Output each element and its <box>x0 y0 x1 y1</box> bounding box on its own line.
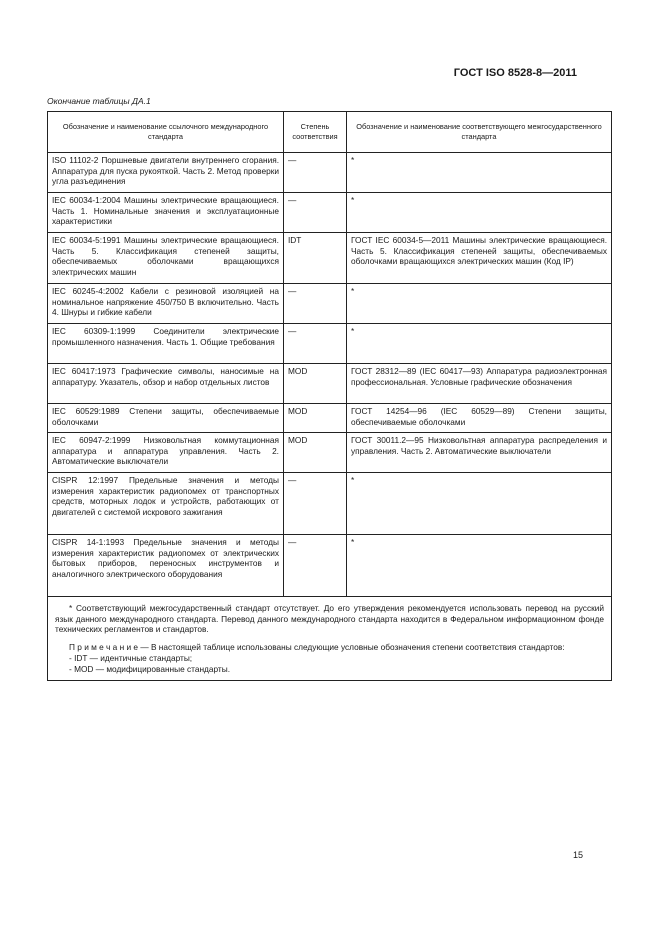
degree-cell: — <box>284 473 347 535</box>
gost-cell: * <box>347 153 612 193</box>
column-header-reference: Обозначение и наименование ссылочного международного стандарта <box>48 112 284 153</box>
footnote: * Соответствующий межгосударственный стандарт отсутствует. До его утверждения рекомендуется использовать перевод на русский язык данного международного стандарта. Перевод данного международного стандарта находится в Федеральном информационном фонде технических регламентов и стандартов. <box>55 603 604 635</box>
reference-cell: CISPR 12:1997 Предельные значения и методы измерения характеристик радиопомех от транспортных средств, моторных лодок и устройств, работающих от двигателей с системой искрового зажигания <box>48 473 284 535</box>
reference-cell: IEC 60034-1:2004 Машины электрические вращающиеся. Часть 1. Номинальные значения и эксплуатационные характеристики <box>48 193 284 233</box>
gost-cell: ГОСТ 14254—96 (IEC 60529—89) Степени защиты, обеспечиваемые оболочками <box>347 404 612 433</box>
reference-cell: ISO 11102-2 Поршневые двигатели внутреннего сгорания. Аппаратура для пуска рукояткой. Часть 2. Метод проверки угла разъединения <box>48 153 284 193</box>
table-row <box>48 193 612 233</box>
reference-cell: CISPR 14-1:1993 Предельные значения и методы измерения характеристик радиопомех от электрических бытовых приборов, переносных инструментов и аналогичного электрического оборудования <box>48 535 284 597</box>
table-caption: Окончание таблицы ДА.1 <box>47 96 151 106</box>
document-header: ГОСТ ISO 8528-8—2011 <box>453 67 577 79</box>
reference-cell: IEC 60947-2:1999 Низковольтная коммутационная аппаратура и аппаратура управления. Часть 2. Автоматические выключатели <box>48 433 284 473</box>
table-footer <box>48 597 612 681</box>
note-item-idt: - IDT — идентичные стандарты; <box>69 652 193 663</box>
correspondence-table <box>47 111 612 681</box>
table-row <box>48 364 612 404</box>
table-header-row <box>48 112 612 153</box>
reference-cell: IEC 60034-5:1991 Машины электрические вращающиеся. Часть 5. Классификация степеней защиты, обеспечиваемых оболочками вращающихся электрических машин <box>48 233 284 284</box>
table-row <box>48 473 612 535</box>
gost-cell: ГОСТ IEC 60034-5—2011 Машины электрические вращающиеся. Часть 5. Классификация степеней защиты, обеспечиваемых оболочками вращающихся электрических машин (Код IP) <box>347 233 612 284</box>
degree-cell: MOD <box>284 433 347 473</box>
table-row <box>48 324 612 364</box>
column-header-gost: Обозначение и наименование соответствующего межгосударственного стандарта <box>347 112 612 153</box>
gost-cell: ГОСТ 30011.2—95 Низковольтная аппаратура распределения и управления. Часть 2. Автоматические выключатели <box>347 433 612 473</box>
table-row <box>48 404 612 433</box>
table-note: П р и м е ч а н и е — В настоящей таблице использованы следующие условные обозначения степени соответствия стандартов: <box>69 642 565 653</box>
table-row <box>48 153 612 193</box>
gost-cell: * <box>347 473 612 535</box>
reference-cell: IEC 60417:1973 Графические символы, наносимые на аппаратуру. Указатель, обзор и набор отдельных листов <box>48 364 284 404</box>
table-footer-row <box>48 597 612 681</box>
degree-cell: MOD <box>284 364 347 404</box>
reference-cell: IEC 60529:1989 Степени защиты, обеспечиваемые оболочками <box>48 404 284 433</box>
gost-cell: ГОСТ 28312—89 (IEC 60417—93) Аппаратура радиоэлектронная профессиональная. Условные графические обозначения <box>347 364 612 404</box>
column-header-degree: Степень соответствия <box>284 112 347 153</box>
degree-cell: — <box>284 324 347 364</box>
degree-cell: MOD <box>284 404 347 433</box>
table-row <box>48 284 612 324</box>
degree-cell: IDT <box>284 233 347 284</box>
gost-cell: * <box>347 284 612 324</box>
page-number: 15 <box>572 850 583 860</box>
gost-cell: * <box>347 535 612 597</box>
note-item-mod: - MOD — модифицированные стандарты. <box>69 663 231 674</box>
reference-cell: IEC 60245-4:2002 Кабели с резиновой изоляцией на номинальное напряжение 450/750 В включительно. Часть 4. Шнуры и гибкие кабели <box>48 284 284 324</box>
gost-cell: * <box>347 193 612 233</box>
degree-cell: — <box>284 284 347 324</box>
table-row <box>48 233 612 284</box>
degree-cell: — <box>284 193 347 233</box>
degree-cell: — <box>284 535 347 597</box>
gost-cell: * <box>347 324 612 364</box>
table-row <box>48 433 612 473</box>
reference-cell: IEC 60309-1:1999 Соединители электрические промышленного назначения. Часть 1. Общие требования <box>48 324 284 364</box>
degree-cell: — <box>284 153 347 193</box>
table-row <box>48 535 612 597</box>
